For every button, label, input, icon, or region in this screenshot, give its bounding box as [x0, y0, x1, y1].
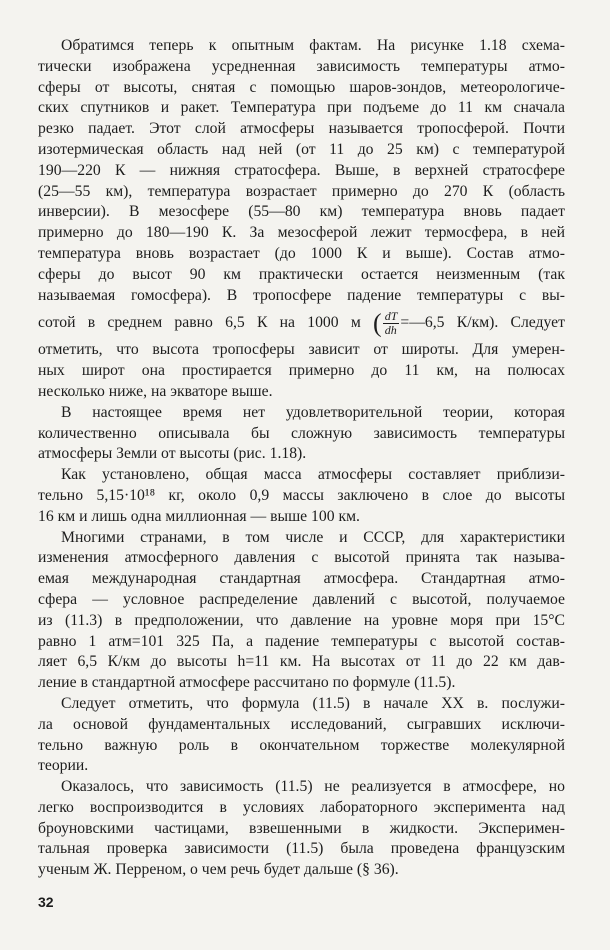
text-line: Оказалось, что зависимость (11.5) не реализуется в атмосфере, но [61, 778, 565, 796]
text-line: ляет 6,5 К/км до высоты h=11 км. На высотах от 11 до 22 км дав- [38, 653, 565, 671]
formula-text-after: =—6,5 К/км). Следует [400, 314, 565, 332]
paragraph-4 [38, 528, 565, 694]
text-line: броуновскими частицами, взвешенными в жидкости. Эксперимен- [38, 819, 565, 837]
text-line: 190—220 К — нижняя стратосфера. Выше, в верхней стратосфере [38, 161, 565, 179]
text-line: тельно важную роль в окончательном торжестве молекулярной [38, 736, 565, 754]
text-line: ла основой фундаментальных исследований, сыгравших исключи- [38, 715, 565, 733]
paragraph-5 [38, 694, 565, 777]
text-line: теории. [38, 757, 89, 775]
text-line: из (11.3) в предположении, что давление на уровне моря при 15°С [38, 611, 565, 629]
text-line: ских спутников и ракет. Температура при подъеме до 11 км сначала [38, 99, 565, 117]
formula-line [38, 306, 565, 340]
paragraph-1 [38, 36, 565, 403]
fraction-numerator: dT [384, 309, 398, 324]
text-line: сфера — условное распределение давлений с высотой, получаемое [38, 590, 565, 608]
text-line: легко воспроизводится в условиях лабораторного эксперимента над [38, 798, 565, 816]
text-line: тельно 5,15·10¹⁸ кг, около 0,9 массы заключено в слое до высоты [38, 486, 565, 504]
text-line: сферы до высот 90 км практически остается неизменным (так [38, 265, 565, 283]
text-line: 16 км и лишь одна миллионная — выше 100 км. [38, 507, 360, 525]
page-body [38, 36, 565, 881]
text-line: примерно до 180—190 К. За мезосферой лежит термосфера, в ней [38, 224, 565, 242]
text-line: тальная проверка зависимости (11.5) была проведена французским [38, 840, 565, 858]
paragraph-3 [38, 465, 565, 527]
formula-paren-open: ( [373, 308, 382, 338]
paragraph-6 [38, 777, 565, 881]
page-number: 32 [38, 894, 54, 910]
text-line: сферы от высоты, снятая с помощью шаров-зондов, метеорологиче- [38, 78, 565, 96]
fraction-denominator: dh [384, 323, 397, 338]
text-line: количественно описывала бы сложную зависимость температуры [38, 424, 565, 442]
text-line: ных широт она простирается примерно до 11 км, на полюсах [38, 362, 565, 380]
text-line: Обратимся теперь к опытным фактам. На рисунке 1.18 схема- [61, 37, 565, 54]
text-line: емая международная стандартная атмосфера. Стандартная атмо- [38, 570, 565, 588]
text-line: несколько ниже, на экваторе выше. [38, 382, 273, 400]
text-line: резко падает. Этот слой атмосферы называется тропосферой. Почти [38, 120, 565, 138]
text-line: Следует отметить, что формула (11.5) в начале XX в. послужи- [61, 694, 565, 712]
text-line: атмосферы Земли от высоты (рис. 1.18). [38, 445, 307, 463]
text-line: называемая гомосфера). В тропосфере падение температуры с вы- [38, 286, 565, 304]
formula-text-before: сотой в среднем равно 6,5 К на 1000 м [38, 314, 361, 332]
text-line: В настоящее время нет удовлетворительной теории, которая [61, 403, 565, 421]
text-line: изотермическая область над ней (от 11 до 25 км) с температурой [38, 140, 565, 158]
text-line: равно 1 атм=101 325 Па, а падение температуры с высотой состав- [38, 632, 565, 650]
text-line: изменения атмосферного давления с высотой принята так называ- [38, 549, 565, 567]
text-line: ученым Ж. Перреном, о чем речь будет дальше (§ 36). [38, 861, 399, 879]
text-line: Многими странами, в том числе и СССР, для характеристики [61, 528, 565, 546]
text-line: ление в стандартной атмосфере рассчитано по формуле (11.5). [38, 674, 456, 692]
text-line: отметить, что высота тропосферы зависит от широты. Для умерен- [38, 341, 565, 359]
paragraph-2 [38, 403, 565, 465]
text-line: (25—55 км), температура возрастает примерно до 270 К (область [38, 182, 565, 200]
text-line: тически изображена усредненная зависимость температуры атмо- [38, 57, 565, 75]
text-line: температура вновь возрастает (до 1000 К и выше). Состав атмо- [38, 244, 565, 262]
text-line: инверсии). В мезосфере (55—80 км) температура вновь падает [38, 203, 565, 221]
derivative-fraction [383, 310, 400, 337]
text-line: Как установлено, общая масса атмосферы составляет приблизи- [61, 466, 565, 484]
